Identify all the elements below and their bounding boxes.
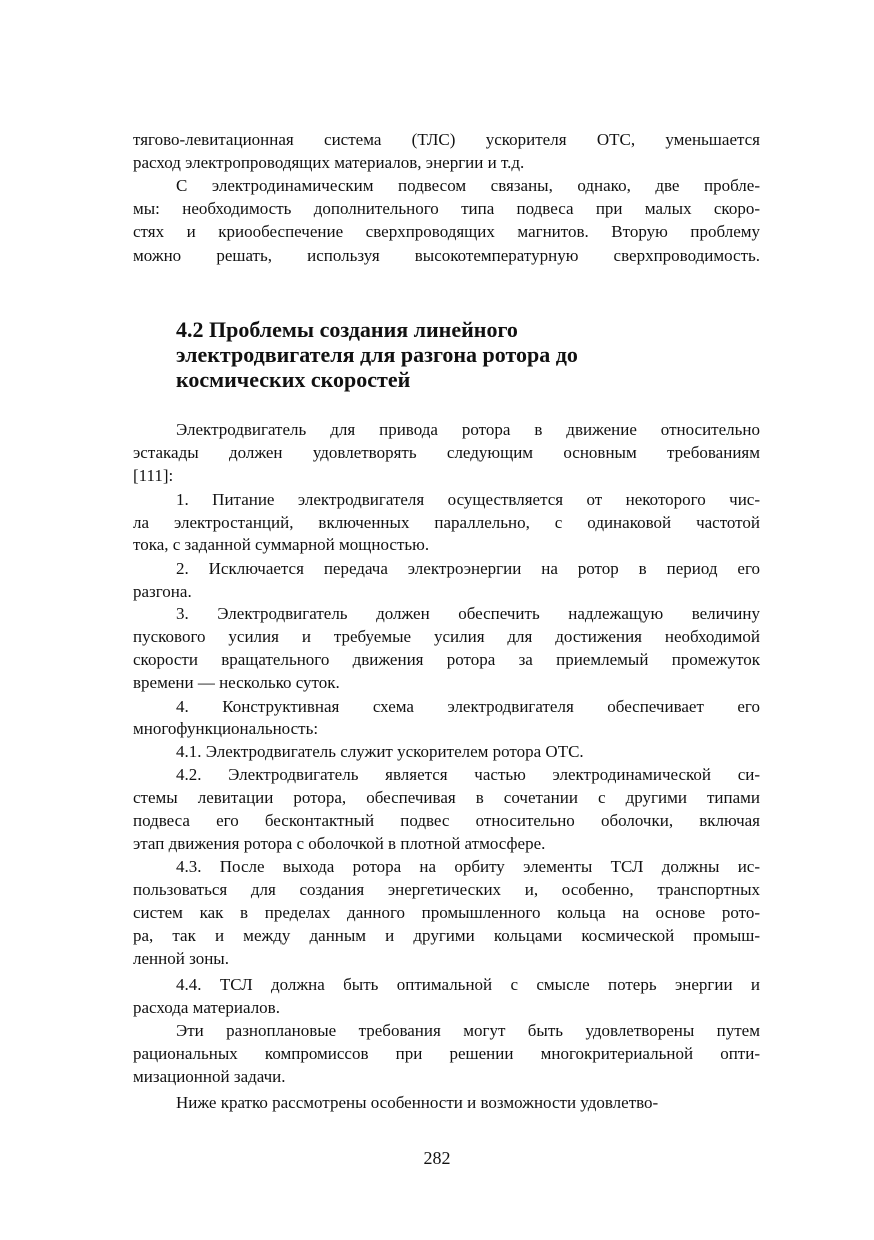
text-line: 1. Питание электродвигателя осуществляется от некоторого чис- [176,490,760,509]
text-line: 4.2. Электродвигатель является частью электродинамической си- [176,765,760,784]
text-line: 4.3. После выхода ротора на орбиту элементы ТСЛ должны ис- [176,857,760,876]
text-line: ленной зоны. [133,949,229,968]
text-line: подвеса его бесконтактный подвес относительно оболочки, включая [133,811,760,830]
text-line: 4.1. Электродвигатель служит ускорителем ротора ОТС. [176,742,584,761]
text-line: Ниже кратко рассмотрены особенности и возможности удовлетво- [176,1093,659,1112]
text-line: рациональных компромиссов при решении многокритериальной опти- [133,1044,760,1063]
text-line: тягово-левитационная система (ТЛС) ускорителя ОТС, уменьшается [133,130,760,149]
text-line: систем как в пределах данного промышленного кольца на основе рото- [133,903,760,922]
text-line: пускового усилия и требуемые усилия для достижения необходимой [133,627,760,646]
text-line: этап движения ротора с оболочкой в плотной атмосфере. [133,834,546,853]
text-line: расход электропроводящих материалов, энергии и т.д. [133,153,525,172]
text-line: расхода материалов. [133,998,280,1017]
text-line: С электродинамическим подвесом связаны, однако, две пробле- [176,176,760,195]
text-line: многофункциональность: [133,719,319,738]
text-line: Электродвигатель для привода ротора в движение относительно [176,420,760,439]
text-line: времени — несколько суток. [133,673,340,692]
text-line: пользоваться для создания энергетических и, особенно, транспортных [133,880,760,899]
text-line: тока, с заданной суммарной мощностью. [133,535,430,554]
text-line: стях и криообеспечение сверхпроводящих магнитов. Вторую проблему [133,222,760,241]
text-line: разгона. [133,582,192,601]
text-line: 2. Исключается передача электроэнергии на ротор в период его [176,559,760,578]
heading-line: 4.2 Проблемы создания линейного [176,317,518,342]
text-line: [111]: [133,466,174,485]
text-line: ла электростанций, включенных параллельно, с одинаковой частотой [133,513,760,532]
text-line: мизационной задачи. [133,1067,286,1086]
text-line: стемы левитации ротора, обеспечивая в сочетании с другими типами [133,788,760,807]
page-number: 282 [423,1148,451,1168]
text-line: эстакады должен удовлетворять следующим основным требованиям [133,443,760,462]
heading-line: космических скоростей [176,367,411,392]
text-line: ра, так и между данным и другими кольцами космической промыш- [133,926,760,945]
heading-line: электродвигателя для разгона ротора до [176,342,578,367]
text-line: Эти разноплановые требования могут быть удовлетворены путем [176,1021,760,1040]
text-line: можно решать, используя высокотемпературную сверхпроводимость. [133,246,760,265]
text-line: мы: необходимость дополнительного типа подвеса при малых скоро- [133,199,760,218]
text-line: скорости вращательного движения ротора за приемлемый промежуток [133,650,760,669]
text-line: 3. Электродвигатель должен обеспечить надлежащую величину [176,604,760,623]
text-line: 4. Конструктивная схема электродвигателя обеспечивает его [176,697,760,716]
text-line: 4.4. ТСЛ должна быть оптимальной с смысле потерь энергии и [176,975,760,994]
